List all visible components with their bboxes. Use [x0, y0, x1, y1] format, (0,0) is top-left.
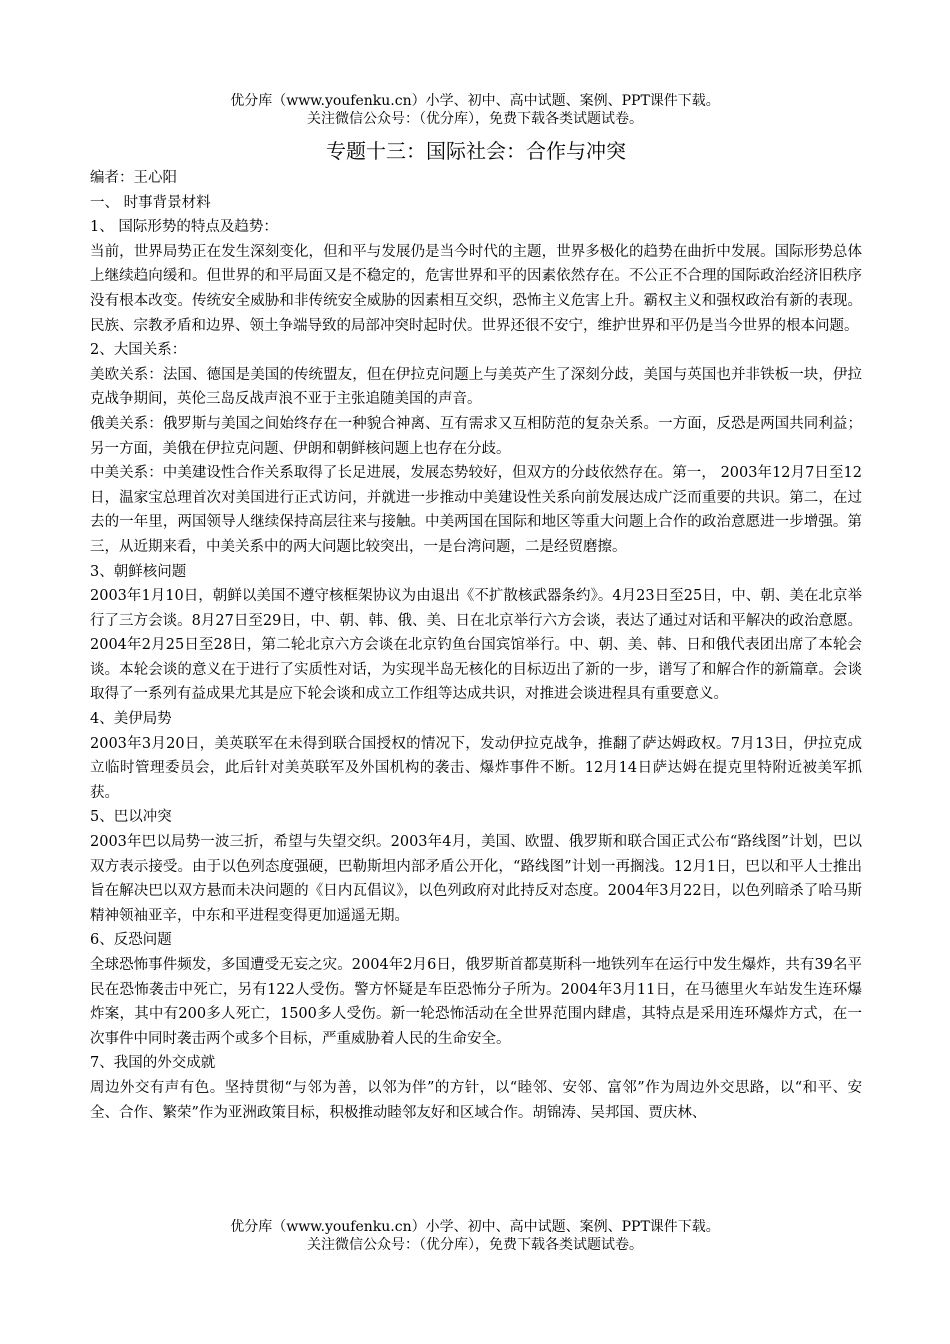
paragraph-2c: 中美关系：中美建设性合作关系取得了长足进展，发展态势较好，但双方的分歧依然存在。第一， 2003年12月7日至12日，温家宝总理首次对美国进行正式访问，并就进一步推动中美建设性关系向前发展达成广泛而重要的共识。第二，在过去的一年里，两国领导人继续保持高层往来与接触。中美两国在国际和地区等重大问题上合作的政治意愿进一步增强。第三，从近期来看，中美关系中的两大问题比较突出，一是台湾问题，二是经贸磨擦。: [90, 465, 862, 555]
paragraph-7: 周边外交有声有色。坚持贯彻“与邻为善，以邻为伴”的方针，以“睦邻、安邻、富邻”作为周边外交思路，以“和平、安全、合作、繁荣”作为亚洲政策目标，积极推动睦邻友好和区域合作。胡锦涛、吴邦国、贾庆林、: [90, 1079, 862, 1121]
subheading-7: 7、我国的外交成就: [90, 1055, 216, 1072]
subheading-2: 2、大国关系：: [90, 342, 187, 359]
page-footer: [0, 1218, 950, 1254]
paragraph-1: 当前，世界局势正在发生深刻变化，但和平与发展仍是当今时代的主题，世界多极化的趋势在曲折中发展。国际形势总体上继续趋向缓和。但世界的和平局面又是不稳定的，危害世界和平的因素依然存在。不公正不合理的国际政治经济旧秩序没有根本改变。传统安全威胁和非传统安全威胁的因素相互交织，恐怖主义危害上升。霸权主义和强权政治有新的表现。民族、宗教矛盾和边界、领土争端导致的局部冲突时起时伏。世界还很不安宁，维护世界和平仍是当今世界的根本问题。: [90, 243, 862, 334]
paragraph-2a: 美欧关系：法国、德国是美国的传统盟友，但在伊拉克问题上与美英产生了深刻分歧，美国与英国也并非铁板一块，伊拉克战争期间，英伦三岛反战声浪不亚于主张追随美国的声音。: [90, 366, 862, 408]
header-line-1: 优分库（www.youfenku.cn）小学、初中、高中试题、案例、PPT课件下载。: [230, 93, 720, 109]
footer-line-1: 优分库（www.youfenku.cn）小学、初中、高中试题、案例、PPT课件下载。: [230, 1219, 720, 1235]
document-body: [90, 138, 862, 1125]
paragraph-4: 2003年3月20日，美英联军在未得到联合国授权的情况下，发动伊拉克战争，推翻了萨达姆政权。7月13日，伊拉克成立临时管理委员会，此后针对美英联军及外国机构的袭击、爆炸事件不断。12月14日萨达姆在提克里特附近被美军抓获。: [90, 735, 862, 801]
section-heading: 一、 时事背景材料: [90, 194, 211, 211]
paragraph-5: 2003年巴以局势一波三折，希望与失望交织。2003年4月，美国、欧盟、俄罗斯和联合国正式公布“路线图”计划，巴以双方表示接受。由于以色列态度强硬，巴勒斯坦内部矛盾公开化，“路线图”计划一再搁浅。12月1日，巴以和平人士推出旨在解决巴以双方悬而未决问题的《日内瓦倡议》，以色列政府对此持反对态度。2004年3月22日，以色列暗杀了哈马斯精神领袖亚辛，中东和平进程变得更加遥遥无期。: [90, 834, 862, 924]
subheading-3: 3、朝鲜核问题: [90, 563, 187, 580]
paragraph-2b: 俄美关系：俄罗斯与美国之间始终存在一种貌合神离、互有需求又互相防范的复杂关系。一方面，反恐是两国共同利益；另一方面，美俄在伊拉克问题、伊朗和朝鲜核问题上也存在分歧。: [90, 415, 862, 457]
subheading-1: 1、 国际形势的特点及趋势：: [90, 219, 278, 236]
footer-line-2: 关注微信公众号：（优分库），免费下载各类试题试卷。: [307, 1237, 643, 1253]
paragraph-6: 全球恐怖事件频发，多国遭受无妄之灾。2004年2月6日，俄罗斯首都莫斯科一地铁列车在运行中发生爆炸，共有39名平民在恐怖袭击中死亡，另有122人受伤。警方怀疑是车臣恐怖分子所为。2004年3月11日，在马德里火车站发生连环爆炸案，其中有200多人死亡，1500多人受伤。新一轮恐怖活动在全世界范围内肆虐，其特点是采用连环爆炸方式，在一次事件中同时袭击两个或多个目标，严重威胁着人民的生命安全。: [90, 957, 862, 1047]
page-header: [0, 92, 950, 128]
document-title: 专题十三：国际社会：合作与冲突: [326, 139, 626, 163]
paragraph-3: 2003年1月10日，朝鲜以美国不遵守核框架协议为由退出《不扩散核武器条约》。4月23日至25日，中、朝、美在北京举行了三方会谈。8月27日至29日，中、朝、韩、俄、美、日在北京举行六方会谈，表达了通过对话和平解决的政治意愿。2004年2月25日至28日，第二轮北京六方会谈在北京钓鱼台国宾馆举行。中、朝、美、韩、日和俄代表团出席了本轮会谈。本轮会谈的意义在于进行了实质性对话，为实现半岛无核化的目标迈出了新的一步，谱写了和解合作的新篇章。会谈取得了一系列有益成果尤其是应下轮会谈和成立工作组等达成共识，对推进会谈进程具有重要意义。: [90, 588, 862, 703]
subheading-4: 4、美伊局势: [90, 711, 172, 728]
header-line-2: 关注微信公众号：（优分库），免费下载各类试题试卷。: [307, 111, 643, 127]
subheading-6: 6、反恐问题: [90, 932, 172, 949]
subheading-5: 5、巴以冲突: [90, 809, 172, 826]
author-line: 编者：王心阳: [90, 170, 177, 186]
